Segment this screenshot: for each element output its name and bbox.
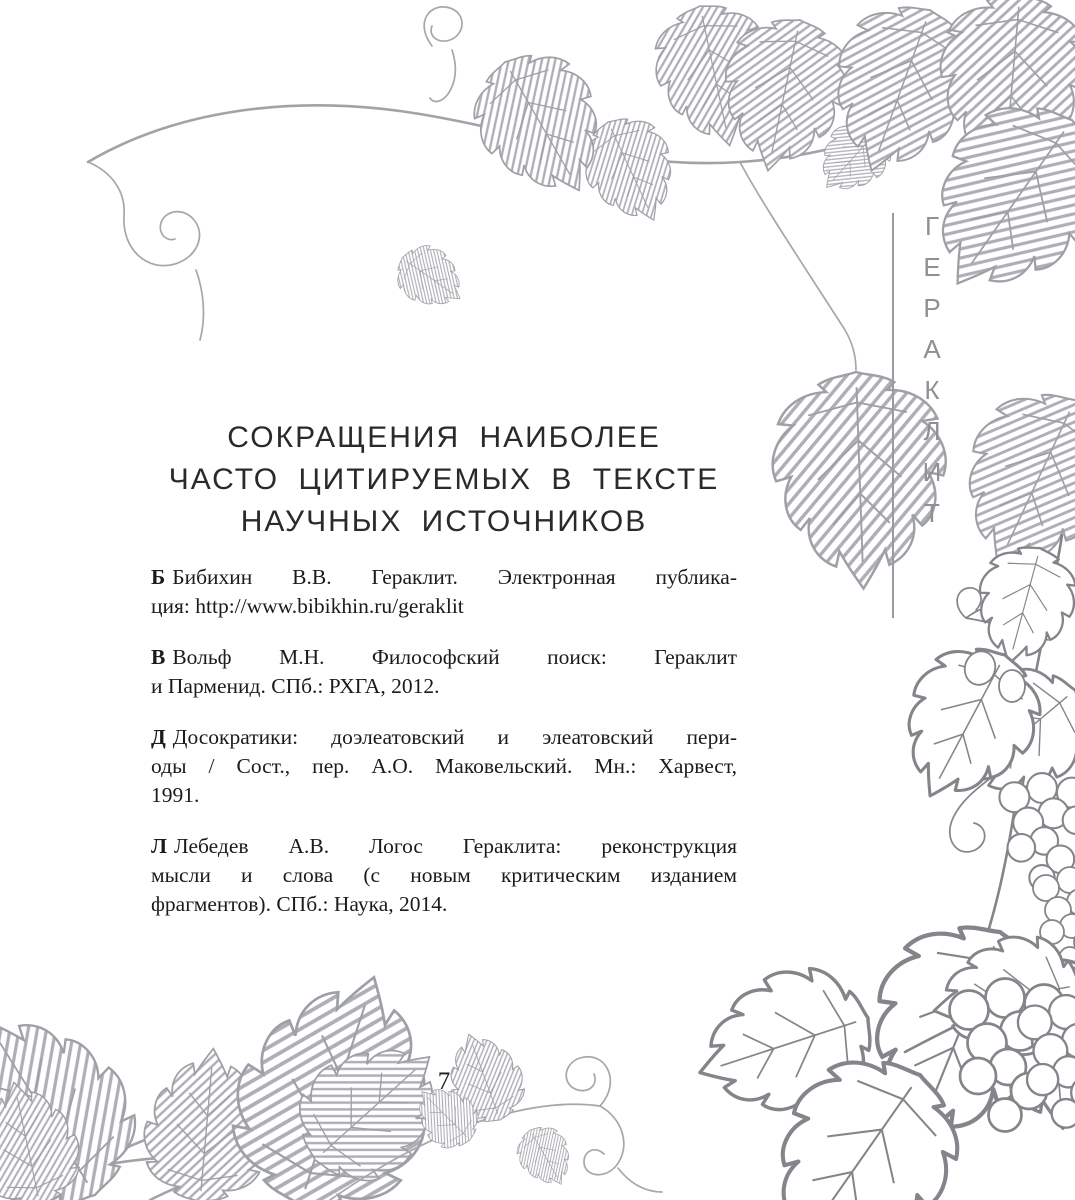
entry-line xyxy=(151,563,737,592)
entry-line xyxy=(151,723,737,752)
entry-line: оды / Сост., пер. А.О. Маковельский. Мн.: Харвест, xyxy=(151,754,737,778)
entry-text: Лебедев А.В. Логос Гераклита: реконструкция xyxy=(174,834,737,858)
entry-line: и Парменид. СПб.: РХГА, 2012. xyxy=(151,674,440,698)
sidebar-rule xyxy=(892,213,894,618)
entry-line: фрагментов). СПб.: Наука, 2014. xyxy=(151,892,448,916)
entry-text: Вольф М.Н. Философский поиск: Гераклит xyxy=(172,645,737,669)
entry-text: Досократики: доэлеатовский и элеатовский пери- xyxy=(172,725,737,749)
bibliography-entry-v xyxy=(151,643,737,701)
page-title xyxy=(151,417,737,543)
entry-line xyxy=(151,643,737,672)
entry-line xyxy=(151,832,737,861)
bibliography-entry-l xyxy=(151,832,737,919)
page-number: 7 xyxy=(437,1068,451,1095)
sidebar-vertical-title: ГЕРАКЛИТ xyxy=(917,211,947,539)
page-title-line-1: СОКРАЩЕНИЯ НАИБОЛЕЕ xyxy=(227,421,661,454)
entry-label: Л xyxy=(151,834,168,858)
entry-line: мысли и слова (с новым критическим изданием xyxy=(151,863,737,887)
page-title-line-2: ЧАСТО ЦИТИРУЕМЫХ В ТЕКСТЕ xyxy=(168,463,720,496)
bibliography-entry-d xyxy=(151,723,737,810)
entry-text: Бибихин В.В. Гераклит. Электронная публика- xyxy=(172,565,737,589)
bottom-right-grapevine-ornament xyxy=(678,927,1075,1200)
entry-label: Б xyxy=(151,565,166,589)
bibliography-list xyxy=(151,563,737,941)
page-title-line-3: НАУЧНЫХ ИСТОЧНИКОВ xyxy=(240,505,648,538)
entry-line: ция: http://www.bibikhin.ru/geraklit xyxy=(151,594,464,618)
entry-label: Д xyxy=(151,725,166,749)
bibliography-entry-b xyxy=(151,563,737,621)
entry-label: В xyxy=(151,645,166,669)
entry-line: 1991. xyxy=(151,783,200,807)
